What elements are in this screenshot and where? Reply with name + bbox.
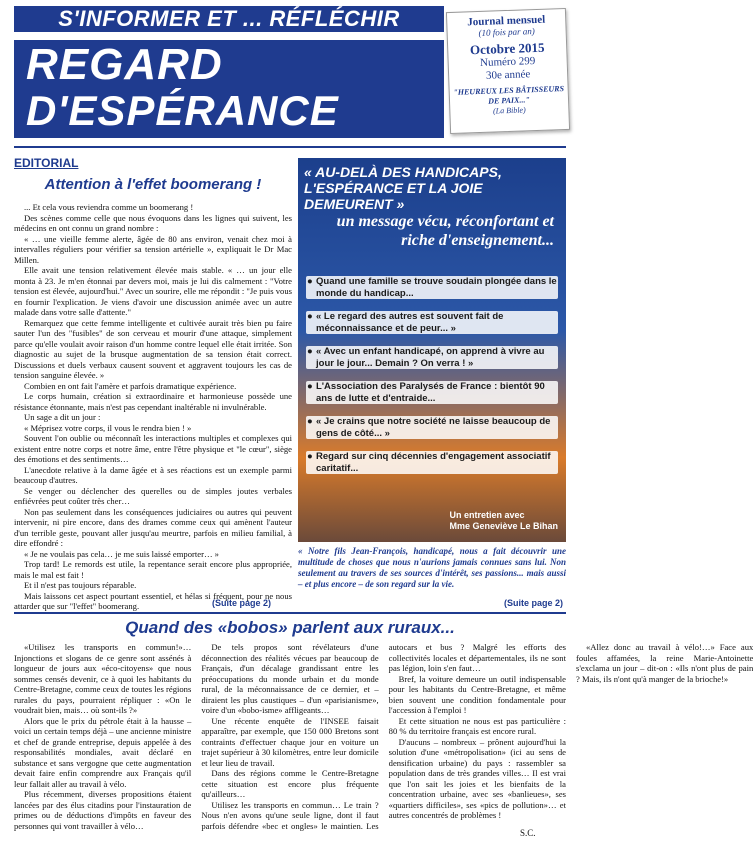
paragraph: Elle avait une tension relativement élevée mais stable. « … un jour elle monta à 23. Je m'en étonnai par devers moi, mais je lui dis calmement : "Votre tension est élevée, aujourd'hui." Avec un sourire, elle me répondit : "Je puis vous en fournir l'explication. Je viens d'avoir une discussion animée avec un autre malade dans votre salle d'attente." bbox=[14, 265, 292, 317]
title-line-2: D'ESPÉRANCE bbox=[26, 87, 339, 134]
list-item bbox=[306, 346, 558, 369]
paragraph: Utilisez les transports en commun… Le train ? Nous n'en avons qu'une seule ligne, dont il faut parfois défendre «bec et ongles» le maintien. Les autocars et bus ? Malgré les efforts des collectivités locales et départementales, ils ne sont pas légion, loin s'en faut… bbox=[201, 642, 566, 831]
bullet-text: L'Association des Paralysés de France : bientôt 90 ans de lutte et d'entraide... bbox=[316, 381, 545, 404]
feature-panel bbox=[298, 158, 566, 542]
paragraph: Souvent l'on oublie ou méconnaît les interactions multiples et complexes qui existent entre notre corps et notre âme, entre l'être physique et "le cœur", siège des émotions et des sentiments… bbox=[14, 433, 292, 464]
editorial-continued: (Suite page 2) bbox=[212, 598, 272, 608]
bullet-text: Quand une famille se trouve soudain plongée dans le monde du handicap... bbox=[316, 276, 557, 299]
bullet-icon: ● bbox=[307, 346, 313, 357]
paragraph: D'aucuns – nombreux – prônent aujourd'hui la solution d'une «métropolisation» (ici au sens de densification urbaine) du pays : rassembler sa population dans de très grandes villes… Il est vrai que l'on sait les joies et les bienfaits de la concentration urbaine, avec ses «banlieues», ses «quartiers difficiles», ses «pics de pollution»… et autres concentrés de problèmes ! bbox=[388, 736, 566, 820]
paragraph: Une récente enquête de l'INSEE faisait apparaître, par exemple, que 150 000 Bretons sont contraints d'effectuer chaque jour en voiture un trajet supérieur à 30 kilomètres, entre leur domicile et leur lieu de travail. bbox=[201, 715, 379, 768]
issue-info-box bbox=[446, 8, 570, 134]
paragraph: ... Et cela vous reviendra comme un boomerang ! bbox=[24, 202, 194, 212]
issue-number: Numéro 299 bbox=[479, 55, 536, 69]
paragraph: Et il n'est pas toujours réparable. bbox=[24, 580, 137, 590]
paragraph: « … une vieille femme alerte, âgée de 80 ans environ, venait chez moi à intervalles réguliers pour vérifier sa tension artérielle », expliquait le Dr Mac Millen. bbox=[14, 233, 292, 265]
feature-title: « AU-DELÀ DES HANDICAPS, L'ESPÉRANCE ET LA JOIE DEMEURENT » bbox=[304, 164, 502, 212]
paragraph: Trop tard! Le remords est utile, la repentance serait encore plus appropriée, mais le mal est fait ! bbox=[14, 559, 292, 580]
paragraph: « Je ne voulais pas cela… je me suis laissé emporter… » bbox=[24, 548, 219, 559]
tagline: S'INFORMER ET ... RÉFLÉCHIR bbox=[14, 6, 444, 32]
bullet-icon: ● bbox=[307, 381, 313, 392]
motto-quote: "HEUREUX LES BÂTISSEURS DE PAIX..." bbox=[453, 84, 565, 106]
author-signature: S.C. bbox=[520, 828, 536, 838]
masthead bbox=[0, 0, 580, 148]
issue-date: Octobre 2015 bbox=[469, 39, 545, 58]
bullet-icon: ● bbox=[307, 416, 313, 427]
interview-line-2: Mme Geneviève Le Bihan bbox=[449, 521, 558, 531]
bullet-icon: ● bbox=[307, 311, 313, 322]
list-item bbox=[306, 276, 558, 299]
editorial-label: EDITORIAL bbox=[14, 156, 79, 170]
paragraph: Dans des régions comme le Centre-Bretagne cette situation est encore plus fréquente qu'ailleurs… bbox=[201, 768, 379, 799]
bullet-icon: ● bbox=[307, 276, 313, 287]
section-rule bbox=[14, 612, 566, 614]
interview-line-1: Un entretien avec bbox=[449, 510, 525, 520]
paragraph: Alors que le prix du pétrole était à la hausse – voici un certain temps déjà – une ancienne ministre et chef de grande entreprise, depuis appelée à des responsabilités mondiales, avait déclaré en substance et sans vergogne que cette augmentation devait faire enfin comprendre aux Français qu'il leur fallait aller au travail à vélo. bbox=[14, 715, 192, 789]
feature-continued: (Suite page 2) bbox=[504, 598, 564, 608]
bullet-text: Regard sur cinq décennies d'engagement associatif caritatif... bbox=[316, 451, 551, 474]
paragraph: De tels propos sont révélateurs d'une déconnection des réalités vécues par beaucoup de Français, d'un décalage grandissant entre les préoccupations du monde urbain et du monde rural, de la méconnaissance de ce dernier, et – diraient les plus caustiques – d'un «parisianisme», voire d'un «bobo-isme» affligeants… bbox=[201, 642, 379, 715]
masthead-rule bbox=[14, 146, 566, 148]
paragraph: Et cette situation ne nous est pas particulière : 80 % du territoire français est encore rural. bbox=[388, 715, 566, 736]
title-line-1: REGARD bbox=[26, 40, 223, 89]
paragraph: Mais laissons cet aspect pourtant essentiel, et hélas si fréquent, pour ne nous attarder que sur "l'effet" boomerang. bbox=[14, 590, 292, 611]
paragraph: Non pas seulement dans les conséquences judiciaires ou autres qui peuvent intervenir, ni pire encore, dans des drames comme ceux qui amènent l'auteur d'un terrible geste, pouvant aller jusqu'au meurtre, parfois en milieu familial, à dire effondré : bbox=[14, 506, 292, 548]
interview-credit bbox=[449, 510, 558, 532]
motto-source: (La Bible) bbox=[492, 105, 526, 116]
frequency: (10 fois par an) bbox=[478, 26, 535, 39]
journal-type: Journal mensuel bbox=[467, 13, 546, 29]
paragraph: Remarquez que cette femme intelligente et cultivée aurait très bien pu faire sauter l'un des "fusibles" de son cerveau et mourir d'une attaque, simplement parce qu'elle voulait avoir raison d'un homme contre lequel elle était irritée. Son diagnostic au sujet de la brusque augmentation de sa tension était correct. Discussions et duels verbaux causent souvent et aggravent toujours les cas de tension sanguine élevée. » bbox=[14, 317, 292, 380]
bullet-icon: ● bbox=[307, 451, 313, 462]
paragraph: Le corps humain, création si extraordinaire et harmonieuse possède une résistance étonnante, mais n'est pas cependant inaltérable ni invulnérable. bbox=[14, 391, 292, 412]
bullet-text: « Le regard des autres est souvent fait de méconnaissance et de peur... » bbox=[316, 311, 504, 334]
article-title: Quand des «bobos» parlent aux ruraux... bbox=[125, 618, 455, 637]
list-item bbox=[306, 451, 558, 474]
editorial-title: Attention à l'effet boomerang ! bbox=[44, 176, 262, 193]
paragraph: Un sage a dit un jour : bbox=[24, 412, 101, 422]
feature-subtitle: un message vécu, réconfortant et riche d'enseignement... bbox=[336, 213, 554, 249]
list-item bbox=[306, 416, 558, 439]
feature-caption: « Notre fils Jean-François, handicapé, nous a fait découvrir une multitude de choses que nous n'aurions jamais connues sans lui. Non seulement au travers de ses sources d'intérêt, ses passions... mais aussi – et plus encore – de son regard sur la vie. bbox=[298, 546, 566, 589]
paragraph: «Allez donc au travail à vélo!…» Face aux foules affamées, la reine Marie-Antoinette s'exclama un jour – dit-on : «Ils n'ont plus de pain ? Mais, ils n'ont qu'à manger de la brioche!» bbox=[575, 642, 753, 684]
paragraph: Combien en ont fait l'amère et parfois dramatique expérience. bbox=[24, 380, 237, 391]
feature-bullet-list bbox=[306, 276, 558, 486]
list-item bbox=[306, 311, 558, 334]
article-text bbox=[14, 642, 753, 838]
paragraph: Bref, la voiture demeure un outil indispensable pour les habitants du Centre-Bretagne, et même bien souvent une condition fondamentale pour l'accession à l'emploi ! bbox=[388, 673, 566, 715]
paragraph: «Utilisez les transports en commun!»… Injonctions et slogans de ce genre sont assénés à longueur de jours aux «éco-citoyens» que nous sommes censés devenir, ce à quoi les habitants du Centre-Bretagne, comme ceux de toutes les régions rurales du pays, pourraient répliquer : «On le voudrait bien, mais… où sont-ils ?» bbox=[14, 642, 192, 715]
paragraph: L'anecdote relative à la dame âgée et à ses réactions est un exemple parmi beaucoup d'autres. bbox=[14, 464, 292, 485]
paragraph: Se venger ou déclencher des querelles ou de simples joutes verbales enfiévrées peut coûter très cher… bbox=[14, 485, 292, 506]
bullet-text: « Je crains que notre société ne laisse beaucoup de gens de côté... » bbox=[316, 416, 551, 439]
issue-year: 30e année bbox=[485, 68, 531, 82]
newspaper-title bbox=[14, 40, 444, 138]
list-item bbox=[306, 381, 558, 404]
bullet-text: « Avec un enfant handicapé, on apprend à vivre au jour le jour... Demain ? On verra ! » bbox=[316, 346, 545, 369]
paragraph: Plus récemment, diverses propositions étaient lancées par des élus citadins pour l'instauration de primes ou de déductions d'impôts en faveur des personnes qui vont travailler à vélo… bbox=[14, 789, 192, 831]
paragraph: Des scènes comme celle que nous évoquons dans les lignes qui suivent, les médecins en ont connu un grand nombre : bbox=[14, 212, 292, 233]
paragraph: « Méprisez votre corps, il vous le rendra bien ! » bbox=[24, 422, 192, 433]
